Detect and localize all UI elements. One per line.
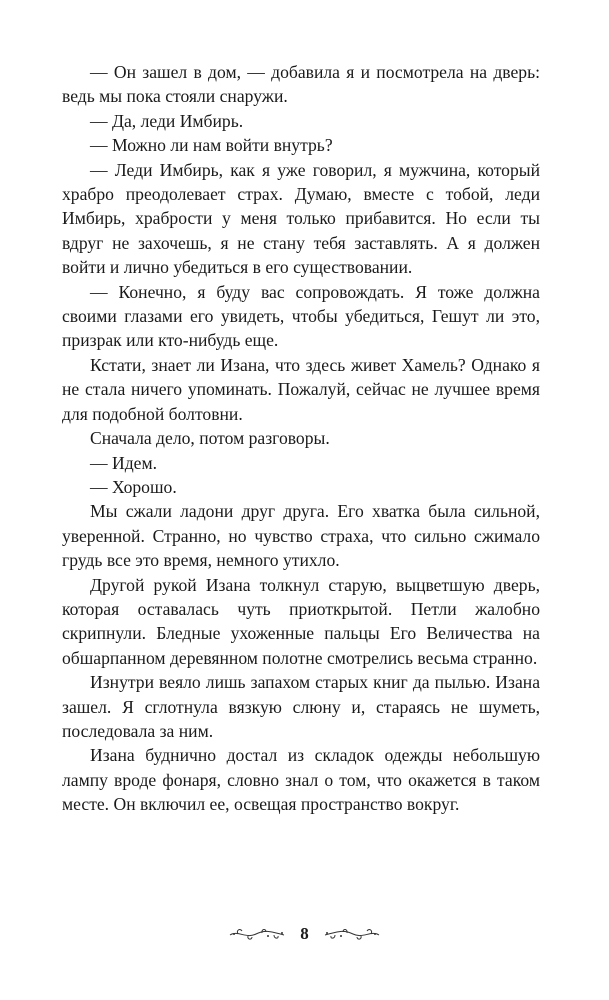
- paragraph: Сначала дело, потом разговоры.: [90, 428, 330, 449]
- paragraph: — Хорошо.: [90, 476, 177, 497]
- floral-flourish-icon: [228, 926, 286, 942]
- floral-flourish-icon: [323, 926, 381, 942]
- paragraph: Изана буднично достал из складок одежды небольшую лампу вроде фонаря, словно знал о том, что окажется в таком месте. Он включил ее, освещая пространство вокруг.: [62, 745, 540, 815]
- page-number: 8: [300, 924, 309, 943]
- body-text: [62, 60, 540, 817]
- paragraph: Мы сжали ладони друг друга. Его хватка была сильной, уверенной. Странно, но чувство страха, что сильно сжимало грудь все это время, немного утихло.: [62, 501, 540, 571]
- paragraph: Кстати, знает ли Изана, что здесь живет Хамель? Однако я не стала ничего упоминать. Пожалуй, сейчас не лучшее время для подобной болтовни.: [62, 354, 540, 424]
- page-footer: [0, 924, 609, 944]
- paragraph: — Да, леди Имбирь.: [90, 110, 244, 131]
- paragraph: — Идем.: [90, 452, 157, 473]
- paragraph: — Он зашел в дом, — добавила я и посмотрела на дверь: ведь мы пока стояли снаружи.: [62, 62, 540, 107]
- paragraph: Другой рукой Изана толкнул старую, выцветшую дверь, которая оставалась чуть приоткрытой. Петли жалобно скрипнули. Бледные ухоженные пальцы Его Величества на обшарпанном деревянном полотне смотрелись весьма странно.: [62, 574, 540, 668]
- paragraph: — Леди Имбирь, как я уже говорил, я мужчина, который храбро преодолевает страх. Думаю, вместе с тобой, леди Имбирь, храбрости у меня только прибавится. Но если ты вдруг не захочешь, я не стану тебя заставлять. А я должен войти и лично убедиться в его существовании.: [62, 159, 540, 278]
- paragraph: Изнутри веяло лишь запахом старых книг да пылью. Изана зашел. Я сглотнула вязкую слюну и, стараясь не шуметь, последовала за ним.: [62, 672, 540, 741]
- paragraph: — Можно ли нам войти внутрь?: [90, 135, 333, 156]
- paragraph: — Конечно, я буду вас сопровождать. Я тоже должна своими глазами его увидеть, чтобы убедиться, Гешут ли это, призрак или кто-нибудь еще.: [62, 281, 540, 351]
